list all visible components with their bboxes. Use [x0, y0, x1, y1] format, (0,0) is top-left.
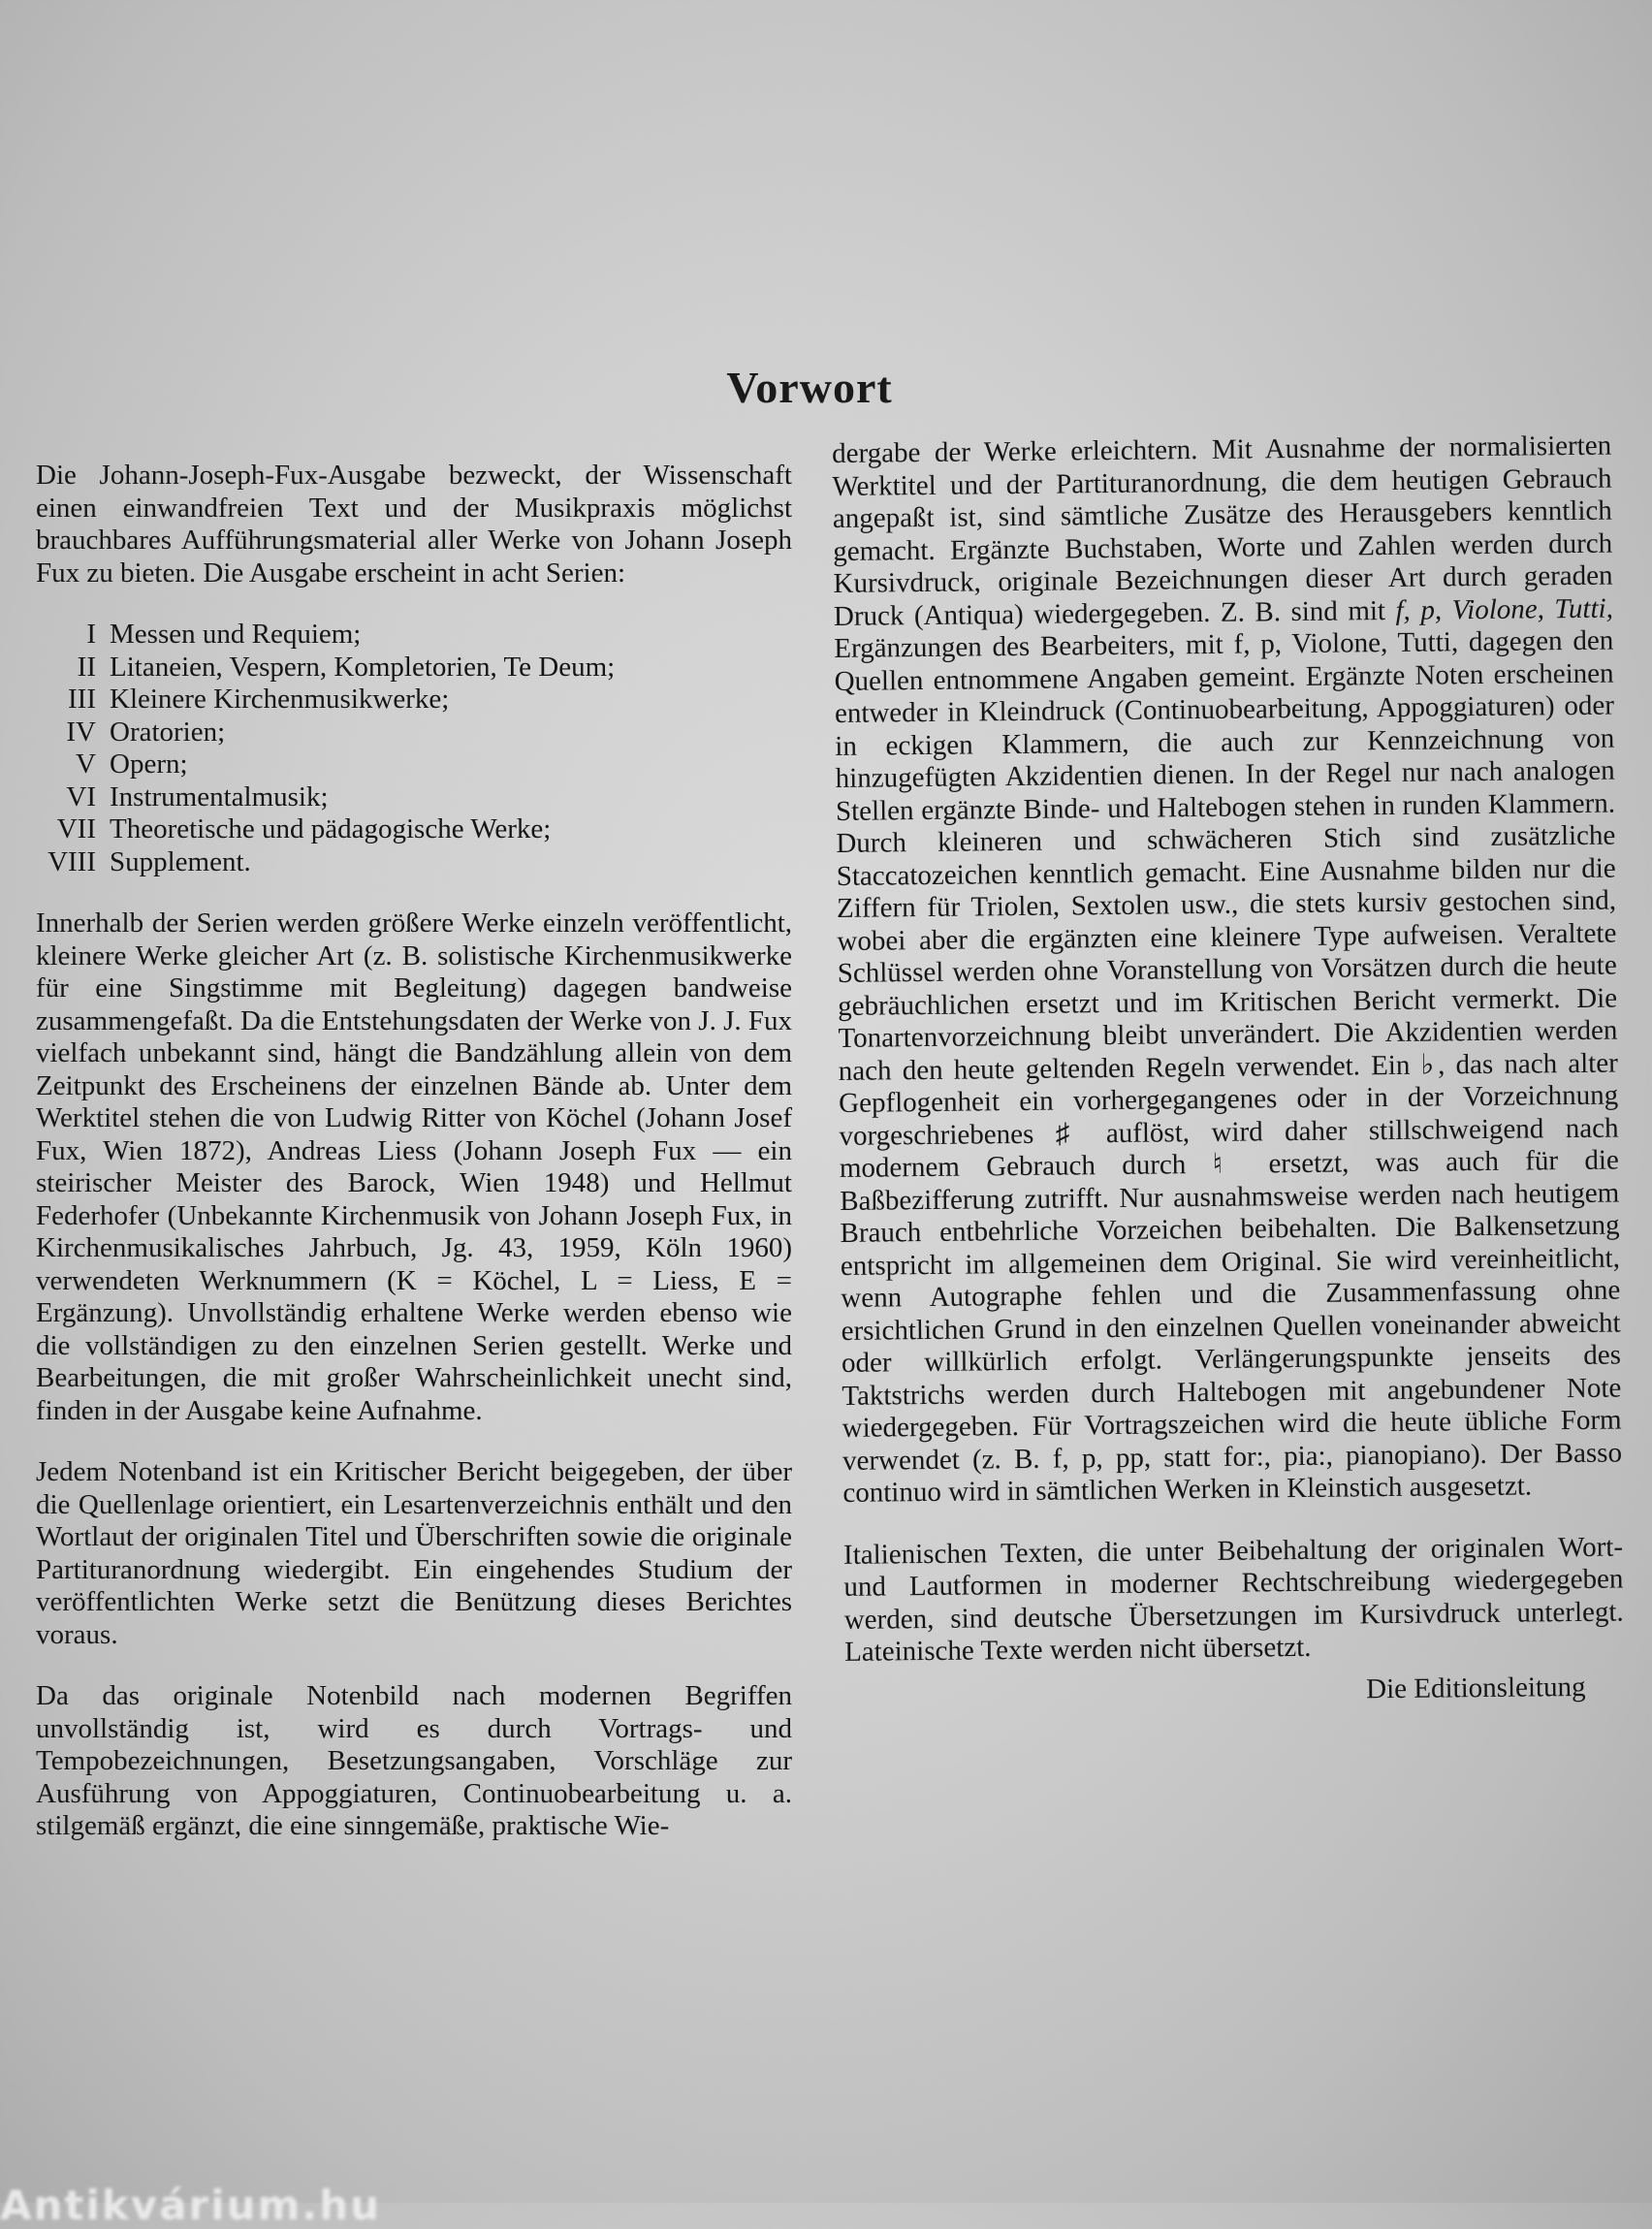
- series-item: [36, 846, 792, 879]
- text-segment: Ergänzungen des Bearbeiters, mit f, p, Violone, Tutti, dagegen den Quellen entnommene Angaben gemeint. Ergänzte Noten erscheinen entweder in Kleindruck (Continuobearbeitung, Appoggiaturen) oder in eckigen Klammern, die auch zur Kennzeichnung von hinzugefügten Akzidentien dienen. In der Regel nur nach analogen Stellen ergänzte Binde- und Haltebogen stehen in runden Klammern. Durch kleineren und schwächeren Stich sind zusätzliche Staccatozeichen kenntlich gemacht. Eine Ausnahme bilden nur die Ziffern für Triolen, Sextolen usw., die stets kursiv gestochen sind, wobei aber die ergänzten eine kleinere Type aufweisen. Veraltete Schlüssel werden ohne Voranstellung von Vorsätzen durch die heute gebräuchlichen ersetzt und im Kritischen Bericht vermerkt. Die Tonartenvorzeichnung bleibt unverändert. Die Akzidentien werden nach den heute geltenden Regeln verwendet. Ein: [834, 624, 1618, 1087]
- series-number: IV: [66, 716, 96, 748]
- series-number: III: [68, 684, 96, 715]
- page-title: Vorwort: [726, 362, 893, 412]
- series-item: [36, 652, 792, 685]
- series-number: VI: [66, 780, 96, 812]
- series-item: [36, 748, 792, 781]
- left-column: [36, 460, 792, 1843]
- series-label: Supplement.: [110, 845, 251, 877]
- right-column: [832, 430, 1625, 1711]
- intro-paragraph: Die Johann-Joseph-Fux-Ausgabe bezweckt, der Wissenschaft einen einwandfreien Text und der Musikpraxis möglichst brauchbares Aufführungsmaterial aller Werke von Johann Joseph Fux zu bieten. Die Ausgabe erscheint in acht Serien:: [36, 460, 792, 589]
- series-label: Opern;: [110, 748, 188, 780]
- series-label: Oratorien;: [110, 716, 226, 748]
- series-item: [36, 716, 792, 749]
- series-number: II: [77, 651, 96, 683]
- text-segment: , das nach alter Gepflogenheit ein vorhergegangenes oder in der Vorzeichnung vorgeschriebenes: [839, 1047, 1619, 1152]
- paragraph-notation: Da das originale Notenbild nach modernen Begriffen unvollständig ist, wird es durch Vortrags- und Tempobezeichnungen, Besetzungsangaben, Vorschläge zur Ausführung von Appoggiaturen, Continuobearbeitung u. a. stilgemäß ergänzt, die eine sinngemäße, praktische Wie-: [36, 1680, 792, 1841]
- flat-symbol-icon: ♭: [1420, 1048, 1439, 1081]
- watermark: Antikvárium.hu: [0, 2181, 382, 2229]
- natural-symbol-icon: ♮: [1212, 1148, 1243, 1180]
- series-number: VII: [56, 813, 96, 844]
- series-number: I: [86, 619, 96, 650]
- series-number: V: [76, 748, 96, 780]
- series-list: [36, 619, 792, 878]
- series-item: [36, 781, 792, 814]
- paragraph-critical-report: Jedem Notenband ist ein Kritischer Bericht beigegeben, der über die Quellenlage orientiert, ein Lesartenverzeichnis enthält und den Wortlaut der originalen Titel und Überschriften sowie die originale Partituranordnung wiedergibt. Ein eingehendes Studium der veröffentlichten Werke setzt die Benützung dieses Berichtes voraus.: [36, 1456, 792, 1650]
- series-label: Instrumentalmusik;: [110, 780, 329, 812]
- series-label: Litaneien, Vespern, Kompletorien, Te Deum;: [110, 651, 616, 683]
- paragraph-publication-order: Innerhalb der Serien werden größere Werke einzeln veröffentlicht, kleinere Werke gleicher Art (z. B. solistische Kirchenmusikwerke für eine Singstimme mit Begleitung) dagegen bandweise zusammengefaßt. Da die Entstehungsdaten der Werke von J. J. Fux vielfach unbekannt sind, hängt die Bandzählung allein von dem Zeitpunkt des Erscheinens der einzelnen Bände ab. Unter dem Werktitel stehen die von Ludwig Ritter von Köchel (Johann Josef Fux, Wien 1872), Andreas Liess (Johann Joseph Fux — ein steirischer Meister des Barock, Wien 1948) und Hellmut Federhofer (Unbekannte Kirchenmusik von Johann Joseph Fux, in Kirchenmusikalisches Jahrbuch, Jg. 43, 1959, Köln 1960) verwendeten Werknummern (K = Köchel, L = Liess, E = Ergänzung). Unvollständig erhaltene Werke werden ebenso wie die vollständigen zu den einzelnen Serien gestellt. Werke und Bearbeitungen, die mit großer Wahrscheinlichkeit unecht sind, finden in der Ausgabe keine Aufnahme.: [36, 908, 792, 1426]
- series-item: [36, 619, 792, 652]
- paragraph-editorial-conventions: [832, 430, 1623, 1511]
- italic-example: f, p, Violone, Tutti,: [1395, 592, 1614, 626]
- text-segment: dergabe der Werke erleichtern. Mit Ausnahme der normalisierten Werktitel und der Partituranordnung, die dem heutigen Gebrauch angepaßt ist, sind sämtliche Zusätze des Herausgebers kenntlich gemacht. Ergänzte Buchstaben, Worte und Zahlen werden durch Kursivdruck, originale Bezeichnungen dieser Art durch geraden Druck (Antiqua) wiedergegeben. Z. B. sind mit: [832, 430, 1613, 632]
- text-segment: ersetzt, was auch für die Baßbezifferung zutrifft. Nur ausnahmsweise werden nach heutigem Brauch entbehrliche Vorzeichen beibehalten. Die Balkensetzung entspricht im allgemeinen dem Original. Sie wird vereinheitlicht, wenn Autographe fehlen und die Zusammenfassung ohne ersichtlichen Grund in den einzelnen Quellen voneinander abweicht oder willkürlich erfolgt. Verlängerungspunkte jenseits des Taktstrichs werden durch Haltebogen mit angebundener Note wiedergegeben. Für Vortragszeichen wird die heute übliche Form verwendet (z. B. f, p, pp, statt for:, pia:, pianopiano). Der Basso continuo wird in sämtlichen Werken in Kleinstich ausgesetzt.: [840, 1144, 1623, 1509]
- series-item: [36, 813, 792, 846]
- paragraph-translations: Italienischen Texten, die unter Beibehaltung der originalen Wort- und Lautformen in moderner Rechtschreibung wiedergegeben werden, sind deutsche Übersetzungen im Kursivdruck unterlegt. Lateinische Texte werden nicht übersetzt.: [842, 1531, 1624, 1668]
- series-label: Kleinere Kirchenmusikwerke;: [110, 684, 450, 715]
- series-item: [36, 684, 792, 716]
- text-segment: auflöst, wird daher stillschweigend nach modernem Gebrauch durch: [839, 1112, 1619, 1184]
- series-number: VIII: [48, 845, 96, 877]
- signature: Die Editionsleitung: [1366, 1671, 1586, 1704]
- sharp-symbol-icon: ♯: [1055, 1117, 1085, 1150]
- series-label: Theoretische und pädagogische Werke;: [110, 813, 552, 844]
- series-label: Messen und Requiem;: [110, 619, 362, 650]
